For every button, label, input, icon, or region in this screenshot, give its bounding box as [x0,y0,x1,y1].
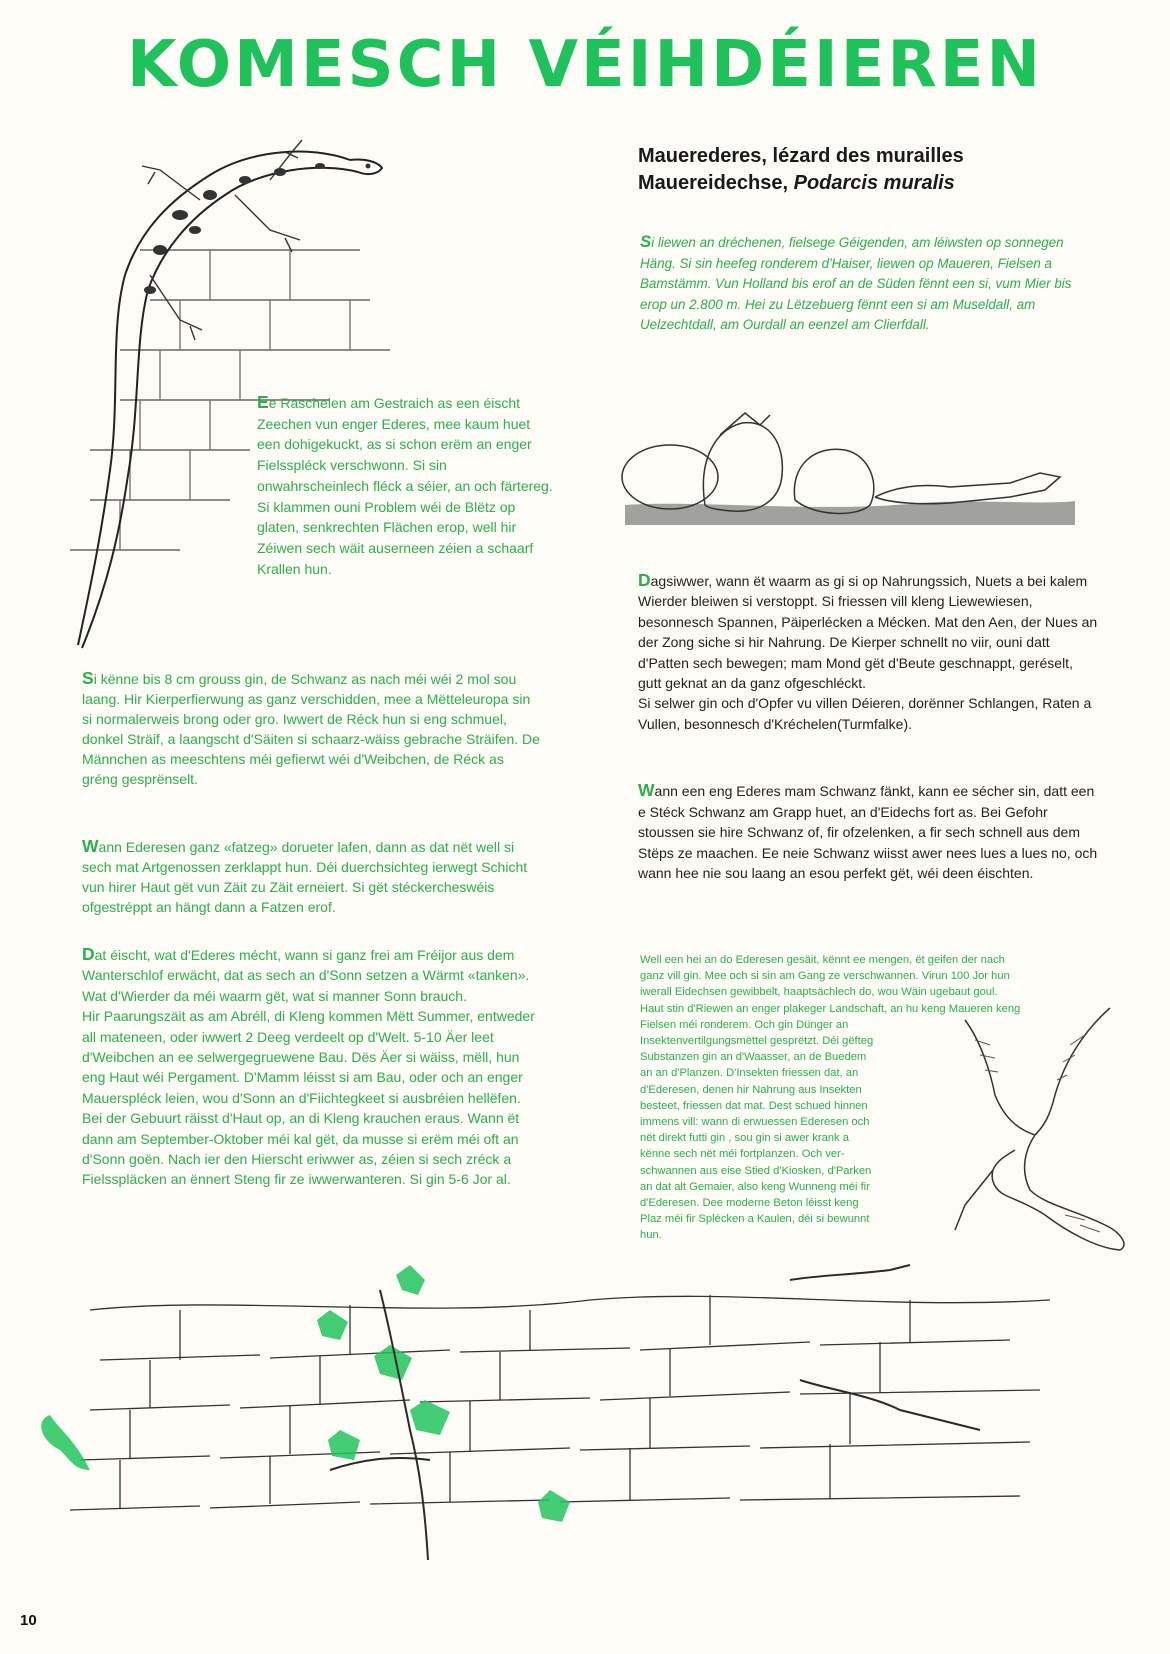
drop-cap: E [257,392,269,412]
paragraph-tail: Wann een eng Ederes mam Schwanz fänkt, kann ee sécher sin, datt een e Stéck Schwanz am Grapp huet, an d'Eidechs fort as. Bei Gefohr stoussen sie hire Schwanz of, fir ofzelenken, a fir sech schnell aus dem Stëps ze maachen. Ee neie Schwanz wiisst awer nees lues a lues no, och wann hee nie sou laang an esou perfekt gët, wéi deen éischten. [638,780,1098,882]
drop-cap: D [82,944,95,964]
paragraph-behaviour: Ee Raschelen am Gestraich as een éischt Zeechen vun enger Ederes, mee kaum huet een dohigekuckt, as si schon erëm an enger Fielsspléck verschwonn. Si sin onwahrscheinlech fléck a séier, an och färtereg. Si klammen ouni Problem wéi de Blëtz op glaten, senkrechten Flächen erop, well hir Zéiwen sech wäit auserneen zéien a schaarf Krallen hun. [257,392,553,577]
drop-cap: W [82,836,99,856]
page-title: KOMESCH VÉIHDÉIEREN [127,28,1043,102]
paragraph-skin: Wann Ederesen ganz «fatzeg» dorueter lafen, dann as dat nët well si sech mat Artgenossen zerklappt hun. Déi duerchsichteg ierwegt Schicht vun hirer Haut gët vun Zäit zu Zäit erneiert. Si gët stéckercheswéis ofgestréppt an hängt dann a Fatzen erof. [82,836,528,915]
drop-cap: D [638,570,651,590]
latin-name: Podarcis muralis [793,172,955,194]
drop-cap: S [82,668,94,688]
subtitle-line-1: Mauerederes, lézard des murailles [638,145,964,167]
kestrel-bird-illustration [935,1000,1135,1255]
paragraph-reproduction: Dat éischt, wat d'Ederes mécht, wann si ganz frei am Fréijor aus dem Wanterschlof erwächt, dat as sech an d'Sonn setzen a Wärmt «tanken». Wat d'Wierder da méi waarm gët, wat si manner Sonn brauch. Hir Paarungszäit as am Abréll, di Kleng kommen Mëtt Summer, entweder all mateneen, oder iwwert 2 Deeg verdeelt op d'Welt. 5-10 Äer leet d'Weibchen an ee selwergegruewene Bau. Dës Äer si wäiss, mëll, hun eng Haut wéi Pergament. D'Mamm léisst si am Bau, oder och an enger Mauerspléck leien, wou d'Sonn an d'Fiichtegkeet si ausbréien hellëfen. Bei der Gebuurt räisst d'Haut op, an di Kleng krauchen eraus. Wann ët dann am September-Oktober méi kal gët, da musse si erëm méi oft an d'Sonn goën. Nach ier den Hierscht eriwwer as, zéien si sech zréck a Fielsspläcken an ënnert Steng fir ze iwwerwanteren. Si gin 5-6 Jor al. [82,944,535,1188]
paragraph-food: Dagsiwwer, wann ët waarm as gi si op Nahrungssich, Nuets a bei kalem Wierder bleiwen si verstoppt. Si friessen vill kleng Liewewiesen, besonnesch Spannen, Päiperlécken a Mécken. Mat den Aen, der Nues an der Zong siche si hir Nahrung. De Kierper schnellt no viir, ouni datt d'Patten sech bewegen; mam Mond gët d'Beute geschnappt, geréselt, gutt geknat an da ganz ofgeschléckt. Si selwer gin och d'Opfer vu villen Déieren, dorënner Schlangen, Raten a Vullen, besonnesch d'Kréchelen(Turmfalke). [638,570,1098,732]
stone-wall-illustration [30,1270,1120,1570]
hatching-eggs-illustration [620,405,1080,535]
drop-cap: S [640,232,652,251]
paragraph-threats: Well een hei an do Ederesen gesäit, kënnt ee mengen, ët geifen der nach ganz vill gin. Mee och si sin am Gang ze verschwannen. Virun 100 Jor hun iwerall Eidechsen gewibbelt, haaptsächlech do, wou Wäin ugebaut goul. Haut stin d'Riewen an enger plakeger Landschaft, an hu keng Maueren keng Fielsen méi ronderem. Och gin Dünger an Insektenvertilgungsmëttel gesprëtzt. Déi gëfteg Substanzen gin an d'Waasser, an de Buedem an an d'Planzen. D'Insekten friessen dat, an d'Ederesen, denen hir Nahrung aus Insekten besteet, friessen dat mat. Dest schued hinnen immens vill: wann di erwuessen Ederesen och nët direkt futti gin , sou gin si awer krank a kënne sech nët méi fortplanzen. Och ver- schwannen aus eise Stied d'Kiosken, d'Parken an dat alt Gemaier, also keng Wunneng méi fir d'Ederesen. Dee moderne Beton léisst keng Plaz méi fir Splécken a Kaulen, déi si bewunnt hun. [640,954,1021,1242]
paragraph-appearance: Si kënne bis 8 cm grouss gin, de Schwanz as nach méi wéi 2 mol sou laang. Hir Kierperfierwung as ganz verschidden, mee a Mëtteleuropa sin si normalerweis brong oder gro. Iwwert de Réck hun si eng schmuel, donkel Sträif, a laangscht d'Säiten si schaarz-wäiss gebrache Sträifen. De Männchen as meeschtens méi gefierwt wéi d'Weibchen, de Réck as gréng gesprënselt. [82,668,540,787]
paragraph-habitat: Si liewen an dréchenen, fielsege Géigenden, am léiwsten op sonnegen Häng. Si sin heefeg ronderem d'Haiser, liewen op Maueren, Fielsen a Bamstämm. Vun Holland bis erof an de Süden fënnt een si, vum Mier bis erop un 2.800 m. Hei zu Lëtzebuerg fënnt een si am Museldall, am Uelzechtdall, am Ourdall an eenzel am Clierfdall. [640,232,1072,333]
drop-cap: W [638,780,655,800]
page-number: 10 [20,1612,37,1629]
species-subtitle [638,143,1058,197]
subtitle-line-2: Mauereidechse, Podarcis muralis [638,172,955,194]
